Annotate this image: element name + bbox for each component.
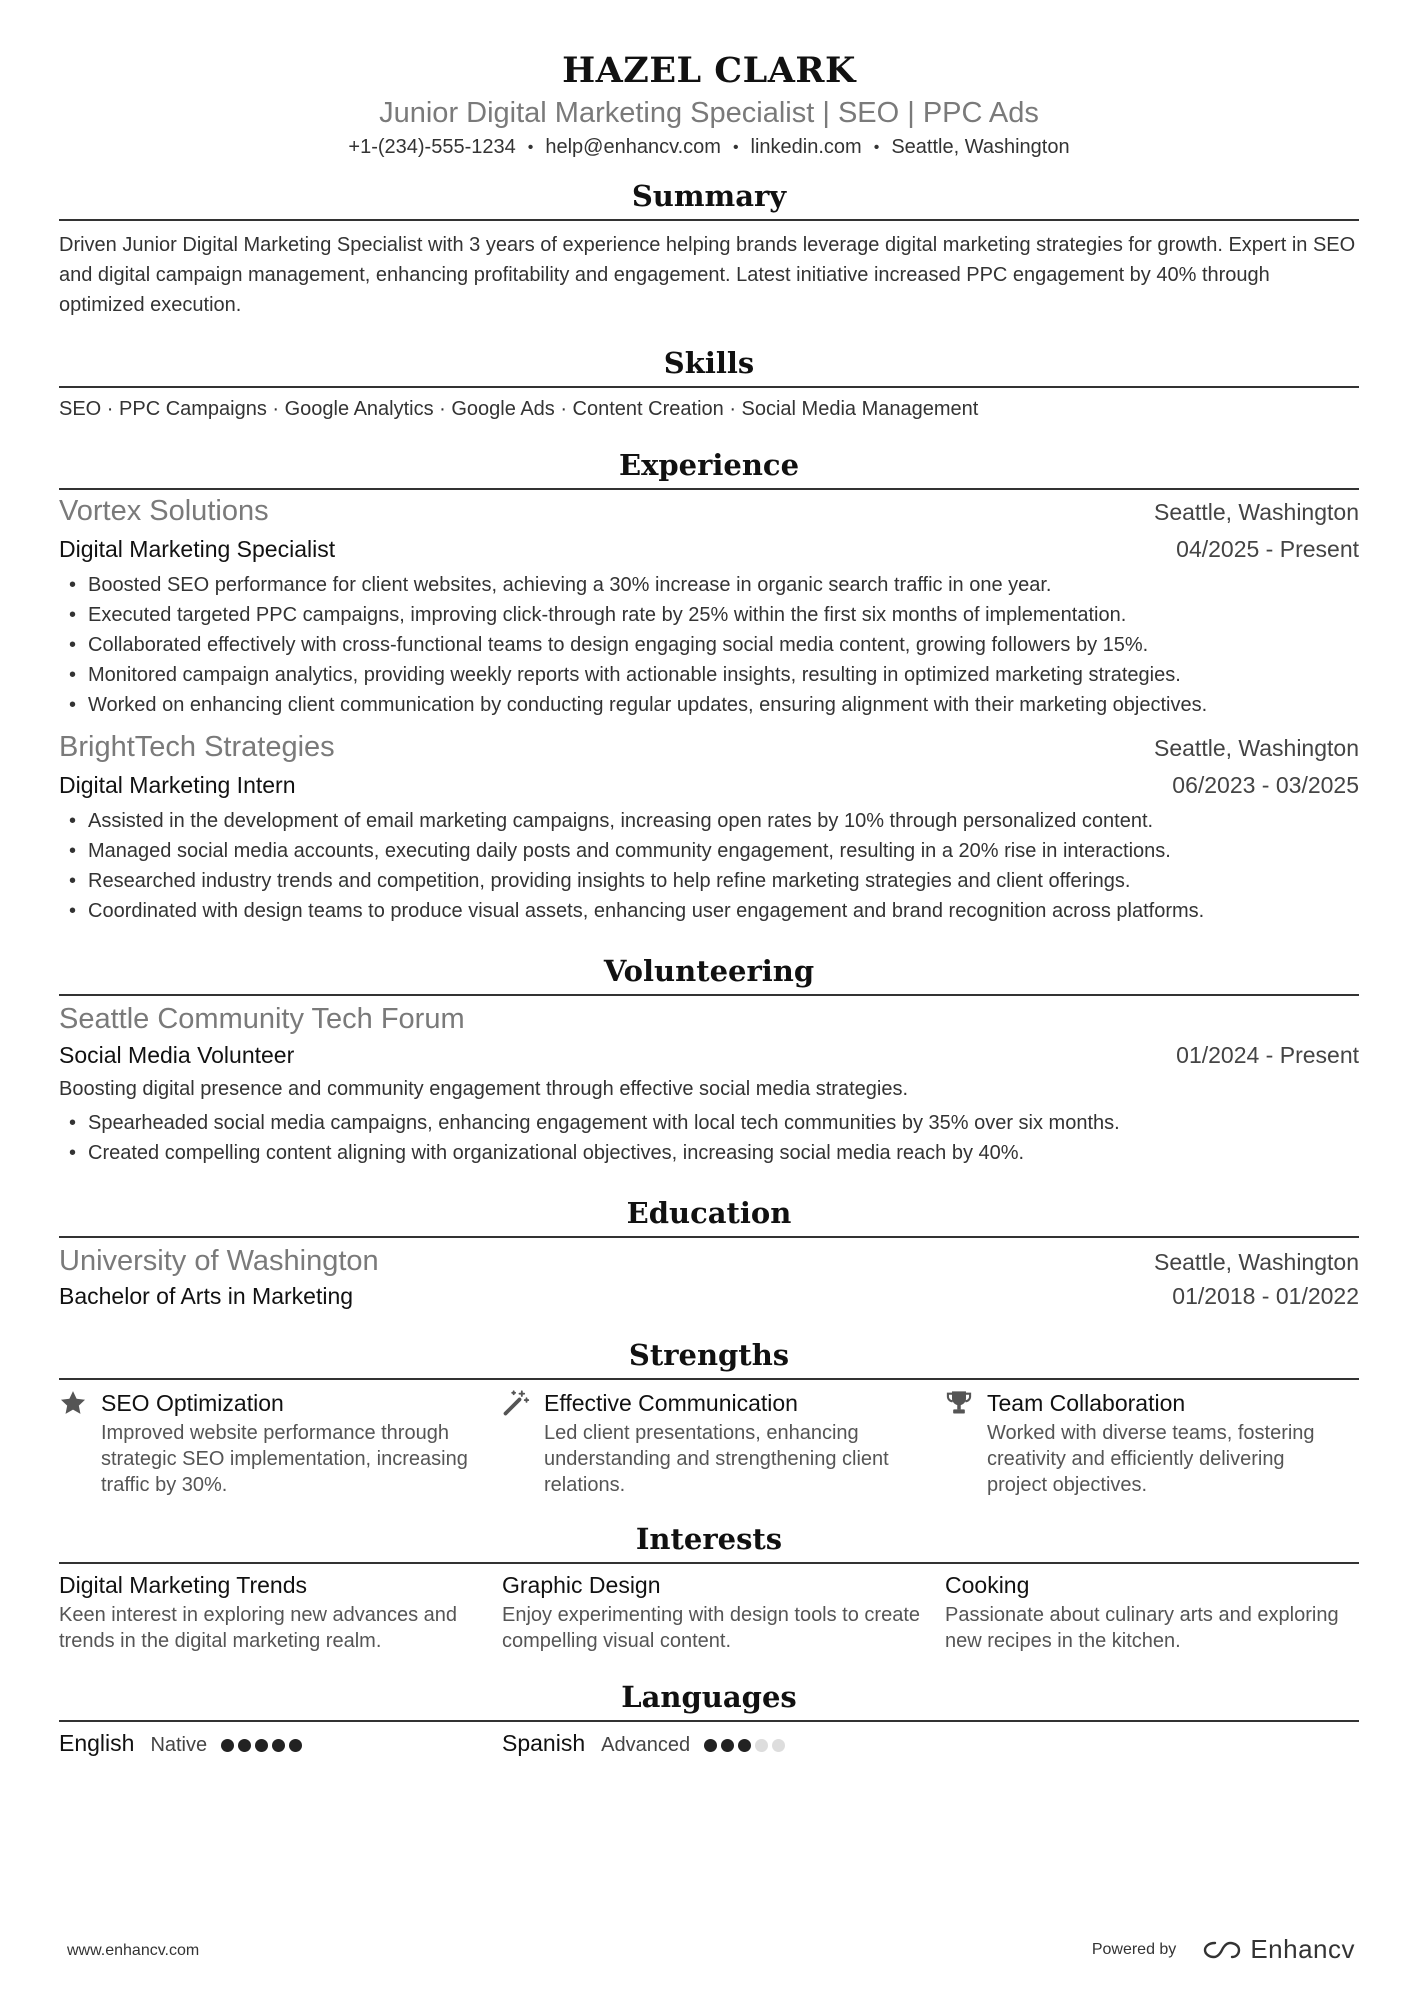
list-item: • Collaborated effectively with cross-functional teams to design engaging social media content, growing followers by 15%.	[59, 630, 1359, 660]
languages-section	[59, 1678, 1359, 1760]
list-item: • Assisted in the development of email marketing campaigns, increasing open rates by 10% through personalized content.	[59, 806, 1359, 836]
section-title-strengths: Strengths	[628, 1338, 790, 1372]
interest-description: Enjoy experimenting with design tools to create compelling visual content.	[502, 1604, 921, 1652]
strength-description: Led client presentations, enhancing understanding and strengthening client relations.	[544, 1422, 889, 1496]
skills-list: SEO · PPC Campaigns · Google Analytics · Google Ads · Content Creation · Social Media Management	[59, 398, 979, 420]
contact-email[interactable]: help@enhancv.com	[545, 136, 721, 158]
strength-item	[59, 1380, 502, 1498]
rating-dot-filled	[289, 1739, 302, 1752]
section-title-skills: Skills	[663, 346, 755, 380]
contact-phone: +1-(234)-555-1234	[348, 136, 516, 158]
strength-description: Worked with diverse teams, fostering creativity and efficiently delivering project objectives.	[987, 1422, 1315, 1496]
strengths-grid	[59, 1380, 1359, 1498]
school-name: University of Washington	[59, 1245, 379, 1277]
brand-name: Enhancv	[1250, 1934, 1355, 1964]
job-bullets	[59, 570, 1359, 720]
language-level: Native	[150, 1734, 208, 1756]
strength-title: Team Collaboration	[987, 1390, 1186, 1416]
interest-item	[945, 1564, 1359, 1654]
interest-item	[59, 1564, 502, 1654]
experience-section	[59, 446, 1359, 926]
summary-section	[59, 177, 1359, 320]
resume-content	[59, 50, 1359, 1760]
education-entry-subheader	[59, 1280, 1359, 1312]
contact-location: Seattle, Washington	[891, 136, 1070, 158]
language-name: Spanish	[502, 1730, 586, 1756]
volunteer-bullets	[59, 1108, 1359, 1168]
enhancv-logo-icon	[1202, 1939, 1242, 1961]
section-divider	[59, 386, 1359, 388]
contact-line	[59, 133, 1359, 163]
job-location: Seattle, Washington	[1154, 735, 1359, 761]
footer-website[interactable]: www.enhancv.com	[67, 1942, 200, 1959]
rating-dot-empty	[755, 1739, 768, 1752]
strength-item	[502, 1380, 945, 1498]
language-level: Advanced	[601, 1734, 691, 1756]
powered-by-label: Powered by	[1091, 1940, 1177, 1958]
list-item: • Boosted SEO performance for client websites, achieving a 30% increase in organic search traffic in one year.	[59, 570, 1359, 600]
section-title-languages: Languages	[621, 1680, 797, 1714]
list-item: • Executed targeted PPC campaigns, improving click-through rate by 25% within the first six months of implementation.	[59, 600, 1359, 630]
education-entry	[59, 1242, 1359, 1312]
section-title-education: Education	[626, 1196, 792, 1230]
job-dates: 04/2025 - Present	[1176, 536, 1359, 562]
volunteer-description: Boosting digital presence and community engagement through effective social media strategies.	[59, 1078, 909, 1100]
brand-logo[interactable]	[1202, 1934, 1355, 1965]
rating-dot-filled	[704, 1739, 717, 1752]
education-section	[59, 1194, 1359, 1312]
strength-text	[544, 1386, 925, 1498]
volunteer-org-name: Seattle Community Tech Forum	[59, 1003, 465, 1035]
experience-entry-subheader	[59, 766, 1359, 804]
section-divider	[59, 994, 1359, 996]
volunteering-entry	[59, 1000, 1359, 1168]
candidate-name: HAZEL CLARK	[562, 50, 856, 91]
language-rating	[221, 1739, 302, 1752]
list-item: • Managed social media accounts, executing daily posts and community engagement, resulting in a 20% rise in interactions.	[59, 836, 1359, 866]
list-item: • Spearheaded social media campaigns, enhancing engagement with local tech communities by 35% over six months.	[59, 1108, 1359, 1138]
rating-dot-filled	[738, 1739, 751, 1752]
company-name: Vortex Solutions	[59, 495, 269, 527]
volunteering-section	[59, 952, 1359, 1168]
school-location: Seattle, Washington	[1154, 1249, 1359, 1275]
interests-section	[59, 1520, 1359, 1654]
languages-list	[59, 1726, 1359, 1760]
strength-item	[945, 1380, 1359, 1498]
interest-title: Graphic Design	[502, 1572, 661, 1598]
trophy-icon	[945, 1386, 987, 1498]
interests-grid	[59, 1564, 1359, 1654]
section-title-volunteering: Volunteering	[603, 954, 815, 988]
language-rating	[704, 1739, 785, 1752]
strength-title: Effective Communication	[544, 1390, 798, 1416]
contact-separator: •	[732, 139, 739, 156]
list-item: • Worked on enhancing client communication by conducting regular updates, ensuring alignment with their marketing objectives.	[59, 690, 1359, 720]
summary-text: Driven Junior Digital Marketing Specialist with 3 years of experience helping brands leverage digital marketing strategies for growth. Expert in SEO and digital campaign management, enhancing profitability and engagement. Latest initiative increased PPC engagement by 40% through optimized execution.	[59, 234, 1356, 316]
resume-header	[59, 50, 1359, 163]
contact-separator: •	[527, 139, 534, 156]
interest-title: Digital Marketing Trends	[59, 1572, 307, 1598]
education-entry-header	[59, 1242, 1359, 1280]
interest-title: Cooking	[945, 1572, 1030, 1598]
volunteering-entry-subheader	[59, 1038, 1359, 1072]
section-title-experience: Experience	[618, 448, 800, 482]
degree: Bachelor of Arts in Marketing	[59, 1283, 354, 1309]
volunteer-role: Social Media Volunteer	[59, 1042, 295, 1068]
strengths-section	[59, 1336, 1359, 1498]
magic-wand-icon	[502, 1386, 544, 1498]
rating-dot-filled	[721, 1739, 734, 1752]
job-location: Seattle, Washington	[1154, 499, 1359, 525]
experience-entry	[59, 492, 1359, 720]
education-dates: 01/2018 - 01/2022	[1172, 1283, 1359, 1309]
contact-separator: •	[873, 139, 880, 156]
rating-dot-filled	[238, 1739, 251, 1752]
volunteer-dates: 01/2024 - Present	[1176, 1042, 1359, 1068]
footer-branding	[1092, 1934, 1355, 1965]
strength-text	[987, 1386, 1339, 1498]
interest-item	[502, 1564, 945, 1654]
job-dates: 06/2023 - 03/2025	[1172, 772, 1359, 798]
rating-dot-filled	[255, 1739, 268, 1752]
job-title: Digital Marketing Intern	[59, 772, 296, 798]
language-name: English	[59, 1730, 135, 1756]
strength-description: Improved website performance through strategic SEO implementation, increasing traffic by 30%.	[101, 1422, 468, 1496]
list-item: • Coordinated with design teams to produce visual assets, enhancing user engagement and brand recognition across platforms.	[59, 896, 1359, 926]
list-item: • Created compelling content aligning with organizational objectives, increasing social media reach by 40%.	[59, 1138, 1359, 1168]
section-divider	[59, 219, 1359, 221]
list-item: • Researched industry trends and competition, providing insights to help refine marketing strategies and client offerings.	[59, 866, 1359, 896]
list-item: • Monitored campaign analytics, providing weekly reports with actionable insights, resulting in optimized marketing strategies.	[59, 660, 1359, 690]
skills-section	[59, 344, 1359, 424]
section-title-interests: Interests	[635, 1522, 783, 1556]
job-bullets	[59, 806, 1359, 926]
interest-description: Keen interest in exploring new advances and trends in the digital marketing realm.	[59, 1604, 458, 1652]
strength-text	[101, 1386, 482, 1498]
interest-description: Passionate about culinary arts and exploring new recipes in the kitchen.	[945, 1604, 1339, 1652]
strength-row	[59, 1386, 482, 1498]
language-item	[59, 1726, 502, 1760]
section-divider	[59, 1720, 1359, 1722]
section-title-summary: Summary	[631, 179, 787, 213]
candidate-headline: Junior Digital Marketing Specialist | SEO | PPC Ads	[379, 97, 1039, 129]
experience-entry-header	[59, 728, 1359, 766]
section-divider	[59, 1236, 1359, 1238]
strength-title: SEO Optimization	[101, 1390, 284, 1416]
section-divider	[59, 488, 1359, 490]
rating-dot-empty	[772, 1739, 785, 1752]
rating-dot-filled	[272, 1739, 285, 1752]
contact-linkedin[interactable]: linkedin.com	[750, 136, 862, 158]
strength-row	[945, 1386, 1339, 1498]
star-icon	[59, 1386, 101, 1498]
experience-entry	[59, 728, 1359, 926]
experience-entry-header	[59, 492, 1359, 530]
experience-entry-subheader	[59, 530, 1359, 568]
company-name: BrightTech Strategies	[59, 731, 335, 763]
job-title: Digital Marketing Specialist	[59, 536, 336, 562]
language-item	[502, 1726, 945, 1760]
rating-dot-filled	[221, 1739, 234, 1752]
strength-row	[502, 1386, 925, 1498]
